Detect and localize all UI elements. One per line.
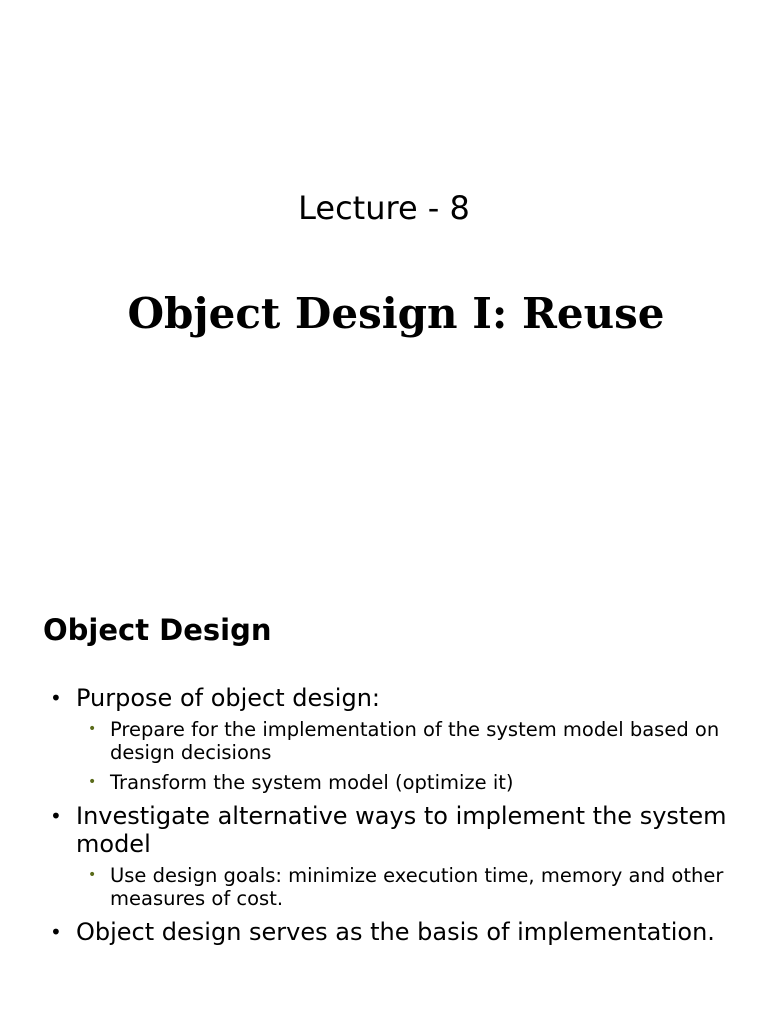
sub-bullet-text: Transform the system model (optimize it) — [110, 771, 514, 794]
sub-bullet-glyph: • — [88, 867, 97, 883]
bullet-text: Purpose of object design: — [76, 684, 380, 712]
sub-bullet-glyph: • — [88, 774, 97, 790]
sub-bullet-item — [76, 718, 740, 764]
bullet-text: Object design serves as the basis of implementation. — [76, 918, 715, 946]
bullet-item — [50, 918, 740, 946]
sub-bullet-list — [76, 718, 740, 794]
sub-bullet-text: Use design goals: minimize execution time, memory and other measures of cost. — [110, 864, 724, 910]
section-heading: Object Design — [43, 613, 272, 647]
bullet-item — [50, 802, 740, 910]
sub-bullet-text: Prepare for the implementation of the system model based on design decisions — [110, 718, 720, 764]
content-slide — [0, 576, 768, 1024]
bullet-glyph: • — [50, 804, 62, 828]
bullet-item — [50, 684, 740, 794]
sub-bullet-item — [76, 771, 740, 794]
slide-title: Object Design I: Reuse — [127, 289, 665, 338]
bullet-glyph: • — [50, 686, 62, 710]
sub-bullet-list — [76, 864, 740, 910]
sub-bullet-item — [76, 864, 740, 910]
lecture-label: Lecture - 8 — [298, 189, 470, 227]
bullet-list — [50, 684, 740, 954]
bullet-text: Investigate alternative ways to implement the system model — [76, 802, 727, 858]
sub-bullet-glyph: • — [88, 721, 97, 737]
bullet-glyph: • — [50, 920, 62, 944]
